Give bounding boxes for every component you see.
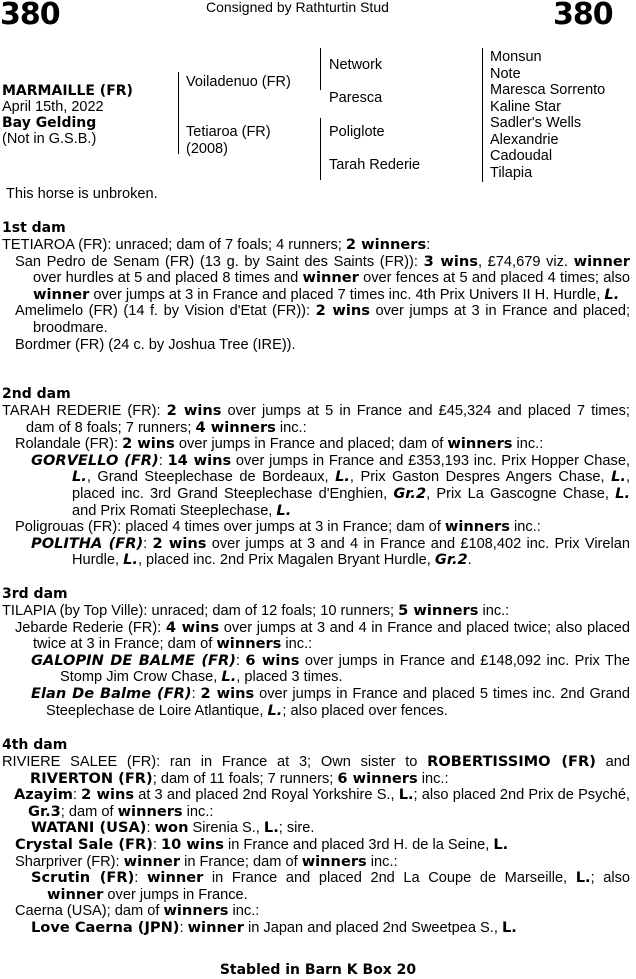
pedigree-gen3-2: Poliglote: [329, 124, 385, 140]
pedigree-sire: Voiladenuo (FR): [186, 74, 291, 90]
pedigree-gen3-3: Tarah Rederie: [329, 157, 421, 173]
dam4-caerna: Caerna (USA); dam of winners inc.:: [15, 902, 260, 920]
dam4-intro: RIVIERE SALEE (FR): ran in France at 3; Own sister to ROBERTISSIMO (FR) and RIVERTON (FR); dam of 11 foals; 7 runners; 6 winners inc.:: [2, 753, 631, 787]
pedigree-gen3-0: Network: [329, 57, 383, 73]
lot-number-left: 380: [0, 0, 60, 32]
horse-type: Bay Gelding: [2, 115, 97, 131]
dam1-produce-3: Bordmer (FR) (24 c. by Joshua Tree (IRE)).: [15, 336, 296, 353]
horse-info: [2, 83, 133, 147]
pedigree-gen4-6: Cadoudal: [490, 148, 553, 164]
dam4-section: [0, 754, 630, 937]
dam3-intro: TILAPIA (by Top Ville): unraced; dam of 12 foals; 10 runners; 5 winners inc.:: [2, 602, 510, 619]
dam3-heading: 3rd dam: [2, 586, 68, 602]
pedigree-gen4-7: Tilapia: [490, 164, 533, 181]
dam1-produce-2: Amelimelo (FR) (14 f. by Vision d'Etat (FR)): 2 wins over jumps at 3 in France and placed; broodmare.: [15, 302, 630, 336]
dam4-crystal-sale: Crystal Sale (FR): 10 wins in France and placed 3rd H. de la Seine, L.: [15, 835, 509, 853]
unbroken-note: This horse is unbroken.: [6, 186, 158, 202]
pedigree-bracket-2a: [320, 48, 321, 90]
dam4-heading: 4th dam: [2, 737, 68, 753]
dam2-politha: POLITHA (FR): 2 wins over jumps at 3 and 4 in France and £108,402 inc. Prix Virelan Hurdle, L., placed inc. 2nd Prix Magalen Bryant Hurdle, Gr.2.: [31, 534, 631, 569]
stabled-info: Stabled in Barn K Box 20: [219, 962, 417, 978]
pedigree-dam-year: (2008): [186, 140, 228, 157]
pedigree-dam: Tetiaroa (FR) (2008): [186, 124, 271, 157]
pedigree-gen4-1: Note: [490, 65, 521, 82]
pedigree-gen4: [490, 49, 605, 181]
dam1-intro: TETIAROA (FR): unraced; dam of 7 foals; 4 runners; 2 winners:: [2, 236, 431, 253]
dam4-azayim: Azayim: 2 wins at 3 and placed 2nd Royal Yorkshire S., L.; also placed 2nd Prix de Psyché, Gr.3; dam of winners inc.:: [14, 786, 630, 820]
dam1-produce-1: San Pedro de Senam (FR) (13 g. by Saint des Saints (FR)): 3 wins, £74,679 viz. winner over hurdles at 5 and placed 8 times and winner over fences at 5 and placed 4 times; also winner over jumps at 3 in France and placed 7 times inc. 4th Prix Univers II H. Hurdle, L.: [15, 252, 630, 303]
dam1-section: [0, 237, 630, 353]
dam2-rolandale: Rolandale (FR): 2 wins over jumps in France and placed; dam of winners inc.:: [15, 435, 544, 453]
pedigree-gen4-5: Alexandrie: [490, 131, 559, 148]
dam2-poligrouas: Poligrouas (FR): placed 4 times over jumps at 3 in France; dam of winners inc.:: [15, 518, 541, 536]
pedigree-bracket-2b: [320, 118, 321, 180]
dam1-heading: 1st dam: [2, 220, 66, 236]
pedigree-bracket-3: [482, 48, 483, 182]
horse-dob: April 15th, 2022: [2, 99, 104, 115]
dam2-gorvello: GORVELLO (FR): 14 wins over jumps in France and £353,193 inc. Prix Hopper Chase, L., Grand Steeplechase de Bordeaux, L., Prix Gaston Despres Angers Chase, L., placed inc. 3rd Grand Steeplechase d'Enghien, Gr.2, Prix La Gascogne Chase, L. and Prix Romati Steeplechase, L.: [31, 451, 630, 519]
horse-name: MARMAILLE (FR): [2, 83, 133, 99]
dam3-jebarde: Jebarde Rederie (FR): 4 wins over jumps at 3 and 4 in France and placed twice; also placed twice at 3 in France; dam of winners inc.:: [15, 618, 630, 653]
dam3-section: [0, 603, 630, 719]
pedigree-gen4-2: Maresca Sorrento: [490, 82, 606, 98]
lot-number-right: 380: [553, 0, 613, 32]
dam2-heading: 2nd dam: [2, 386, 71, 402]
pedigree-bracket-1: [178, 72, 179, 154]
pedigree-gen3-1: Paresca: [329, 90, 383, 106]
pedigree-gen4-0: Monsun: [490, 49, 542, 65]
dam2-intro: TARAH REDERIE (FR): 2 wins over jumps at 5 in France and £45,324 and placed 7 times; dam of 8 foals; 7 runners; 4 winners inc.:: [2, 402, 630, 436]
pedigree-gen4-3: Kaline Star: [490, 98, 561, 115]
horse-gsb: (Not in G.S.B.): [2, 131, 97, 147]
dam3-elan: Elan De Balme (FR): 2 wins over jumps in France and placed 5 times inc. 2nd Grand Steeplechase de Loire Atlantique, L.; also placed over fences.: [31, 684, 631, 719]
dam3-galopin: GALOPIN DE BALME (FR): 6 wins over jumps in France and £148,092 inc. Prix The Stomp Jim Crow Chase, L., placed 3 times.: [31, 651, 631, 686]
dam2-section: [0, 403, 630, 569]
dam4-sharpriver: Sharpriver (FR): winner in France; dam of winners inc.:: [15, 852, 398, 870]
pedigree-gen4-4: Sadler's Wells: [490, 115, 582, 131]
dam4-watani: WATANI (USA): won Sirenia S., L.; sire.: [31, 819, 315, 837]
dam4-love-caerna: Love Caerna (JPN): winner in Japan and placed 2nd Sweetpea S., L.: [31, 918, 517, 936]
dam4-scrutin: Scrutin (FR): winner in France and placed 2nd La Coupe de Marseille, L.; also winner over jumps in France.: [31, 869, 630, 903]
consignor: Consigned by Rathturtin Stud: [206, 0, 389, 15]
